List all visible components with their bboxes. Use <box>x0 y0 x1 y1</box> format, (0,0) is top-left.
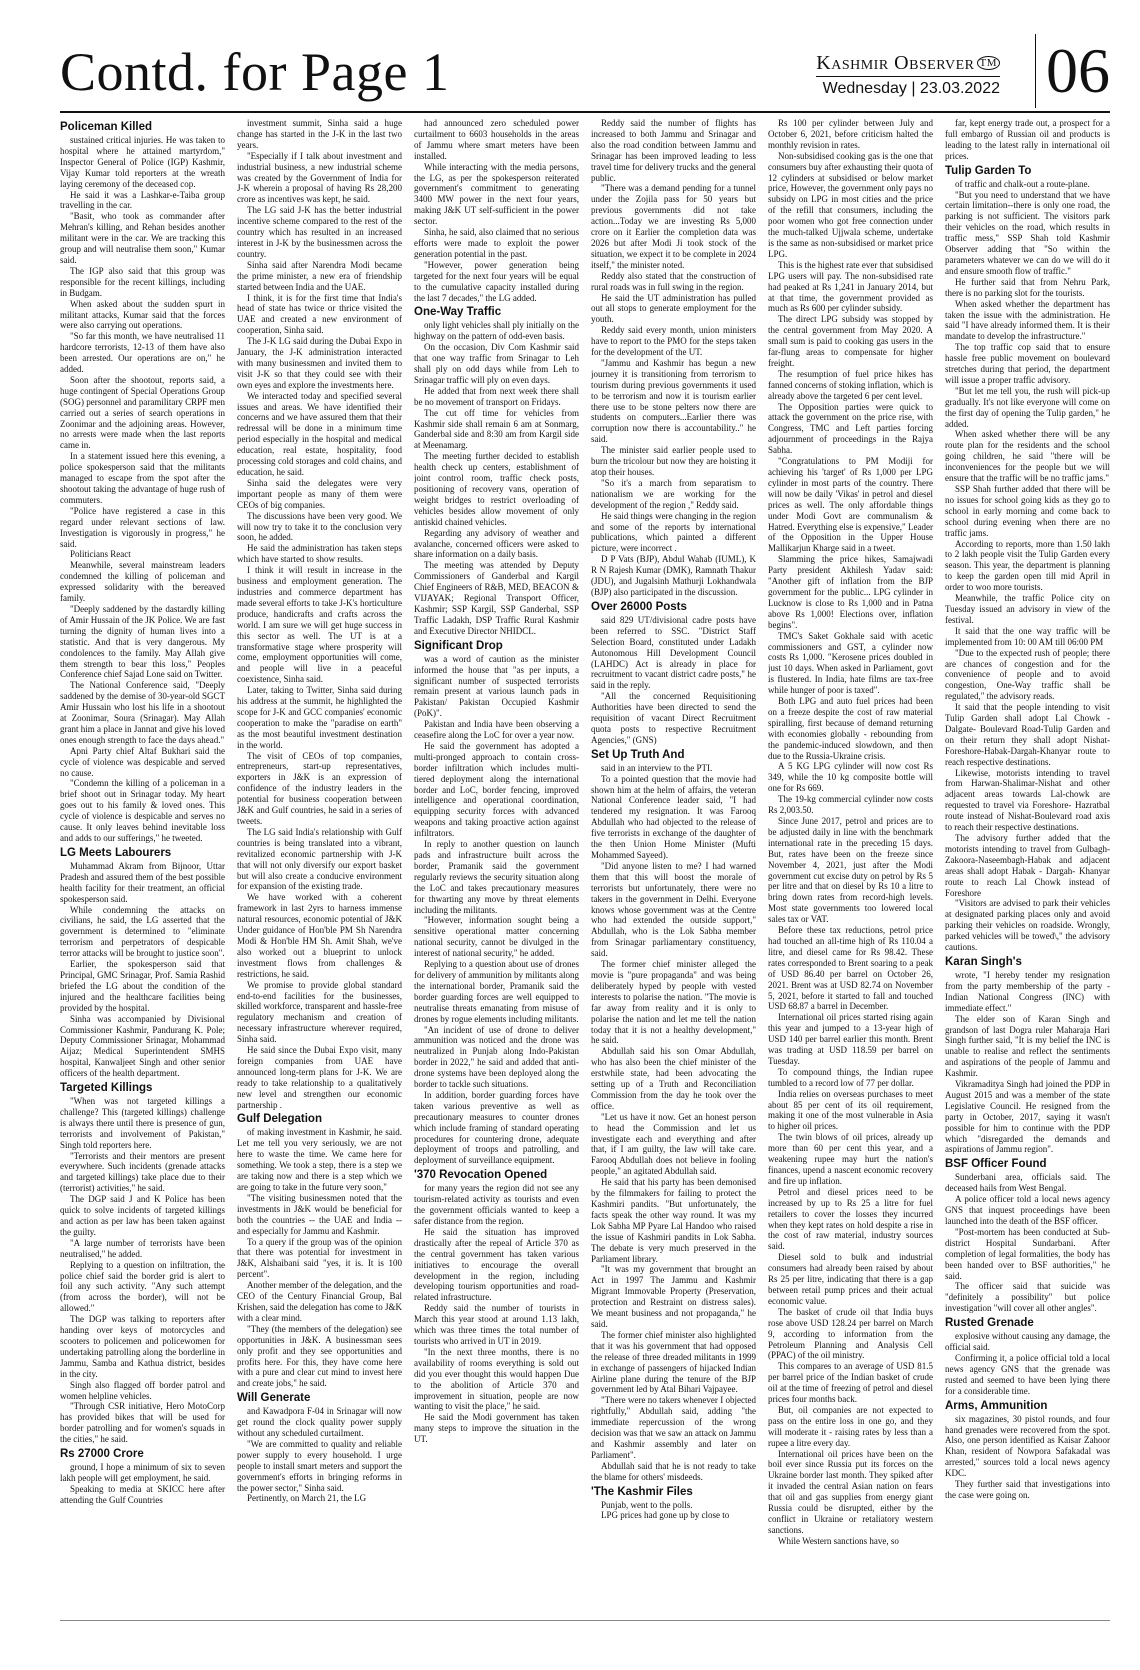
article-paragraph: for many years the region did not see any tourism-related activity as tourists and even the government officials wanted to keep a safer distance from the region. <box>414 1183 579 1226</box>
article-paragraph: "Did anyone listen to me? I had warned them that this will boost the morale of terrorists but unfortunately, there were no takers in the government in Delhi. Everyone knows whose government was at the Centre who had extended the outside support," Abdullah, who is the Lok Sabha member from Srinagar parliamentary constituency, said. <box>591 860 756 959</box>
article-paragraph: LPG prices had gone up by close to <box>601 1510 730 1521</box>
article-paragraph: Vikramaditya Singh had joined the PDP in August 2015 and was a member of the state Legislative Council. He resigned from the party in October, 2017, saying it wasn't possible for him to continue with the PDP which "disregarded the demands and aspirations of Jammu region". <box>945 1079 1110 1155</box>
article-paragraph: He further said that from Nehru Park, there is no parking slot for the tourists. <box>945 276 1110 298</box>
article-paragraph: Earlier, the spokesperson said that Principal, GMC Srinagar, Prof. Samia Rashid briefed the LG about the condition of the injured and the healthcare facilities being provided by the hospital. <box>60 959 225 1013</box>
article-paragraph: had announced zero scheduled power curtailment to 6603 households in the areas of Jammu where smart meters have been installed. <box>414 118 579 161</box>
section-heading: BSF Officer Found <box>945 1158 1047 1171</box>
article-paragraph: The meeting further decided to establish health check up centers, establishment of joint control room, traffic check posts, positioning of recovery vans, operation of weight bridges to restrict overloading of vehicles besides allow movement of only antiskid chained vehicles. <box>414 451 579 527</box>
article-paragraph: "Jammu and Kashmir has begun a new journey it is transitioning from terrorism to tourism during previous governments it used to be terrorism and now it is tourism earlier there use to be stone pelters now there are students on computers...Earlier there was corruption now there is accountability.." he said. <box>591 357 756 445</box>
section-heading: Arms, Ammunition <box>945 1399 1048 1412</box>
column-3 <box>414 118 579 1618</box>
article-paragraph: "When was not targeted killings a challenge? This (targeted killings) challenge is always there until there is presence of gun, terrorists and involvement of Pakistan," Singh told reporters here. <box>60 1096 225 1150</box>
article-paragraph: "So it's a march from separatism to nationalism we are working for the development of the region ," Reddy said. <box>591 477 756 510</box>
article-paragraph: Abdullah said his son Omar Abdullah, who has also been the chief minister of the erstwhile state, had been advocating the setting up of a Truth and Reconciliation Commission from the day he took over the office. <box>591 1046 756 1111</box>
column-5 <box>768 118 933 1618</box>
article-paragraph: "Let us have it now. Get an honest person to head the Commission and let us investigate each and everything and after that, if I am guilty, the law will take care. Farooq Abdullah does not believe in fooling people," an agitated Abdullah said. <box>591 1111 756 1177</box>
header-rule <box>60 111 1110 113</box>
masthead <box>60 35 1110 110</box>
article-paragraph: India relies on overseas purchases to meet about 85 per cent of its oil requirement, making it one of the most vulnerable in Asia to higher oil prices. <box>768 1088 933 1132</box>
article-paragraph: Soon after the shootout, reports said, a huge contingent of Special Operations Group (SOG) personnel and paramilitary CRPF men carried out a series of search operations in Zoonimar and the adjoining areas. However, no arrests were made when the last reports came in. <box>60 374 225 451</box>
article-paragraph: Abdullah said that he is not ready to take the blame for others' misdeeds. <box>591 1460 756 1482</box>
article-paragraph: "But let me tell you, the rush will pick-up gradually. It's not like everyone will come on the first day of opening the Tulip garden," he added. <box>945 385 1110 429</box>
article-paragraph: According to reports, more than 1.50 lakh to 2 lakh people visit the Tulip Garden every season. This year, the department is planning to keep the garden open till mid April in order to woo more tourists. <box>945 538 1110 593</box>
article-paragraph: "An incident of use of drone to deliver ammunition was noticed and the drone was neutralized in Punjab along Indo-Pakistan border in 2022," he said and added that anti-drone systems have been deployed along the border to tackle such situations. <box>414 1024 579 1090</box>
article-paragraph: Speaking to media at SKICC here after attending the Gulf Countries <box>60 1483 225 1505</box>
article-paragraph: "The visiting businessmen noted that the investments in J&K would be beneficial for both the countries -- the UAE and India -- and especially for Jammu and Kashmir. <box>237 1192 402 1236</box>
section-heading: Karan Singh's <box>945 955 1022 968</box>
section-heading: Set Up Truth And <box>591 748 685 761</box>
article-paragraph: Meanwhile, the traffic Police city on Tuesday issued an advisory in view of the festival. <box>945 593 1110 625</box>
article-paragraph: While condemning the attacks on civilians, he said, the LG asserted that the government is determined to "eliminate terrorism and perpetrators of despicable terror attacks will be brought to justice soon". <box>60 904 225 959</box>
article-paragraph: "However, information sought being a sensitive operational matter concerning national security, cannot be divulged in the interest of national security," he added. <box>414 915 579 959</box>
article-paragraph: Later, taking to Twitter, Sinha said during his address at the summit, he highlighted the scope for J-K and GCC companies' economic cooperation to make the "paradise on earth" as the most beautiful investment destination in the world. <box>237 685 402 750</box>
article-paragraph: International oil prices started rising again this year and jumped to a 13-year high of USD 140 per barrel earlier this month. Brent was trading at USD 118.59 per barrel on Tuesday. <box>768 1012 933 1066</box>
article-paragraph: "But you need to understand that we have certain limitation--there is only one road, the parking is not sufficient. The visitors park their vehicles on the road, which results in traffic mess," SSP Shah told Kashmir Observer adding that "So within the parameters whatever we can do we will do it and ensure smooth flow of traffic." <box>945 189 1110 276</box>
article-paragraph: When asked whether there will be any route plan for the residents and the school going children, he said "there will be inconveniences for the people but we will ensure that the traffic will be no traffic jams." <box>945 429 1110 484</box>
article-paragraph: "Deeply saddened by the dastardly killing of Amir Hussain of the JK Police. We are fast turning the dignity of human lives into a statistic. And that is very dangerous. My condolences to the family. May Allah give them strength to bear this loss," Peoples Conference chief Sajad Lone said on Twitter. <box>60 603 225 680</box>
article-paragraph: Replying to a question about use of drones for delivery of ammunition by militants along the international border, Pramanik said the border guarding forces are well equipped to neutralise threats emanating from misuse of drones by rogue elements including militants. <box>414 959 579 1024</box>
article-paragraph: "Condemn the killing of a policeman in a brief shoot out in Srinagar today. My heart goes out to his family & loved ones. This cycle of violence is despicable and serves no cause. It only leaves behind inevitable loss and adds to our sufferings," he tweeted. <box>60 778 225 843</box>
section-heading: Gulf Delegation <box>237 1113 322 1126</box>
column-6 <box>945 118 1110 1618</box>
article-paragraph: The direct LPG subsidy was stopped by the central government from May 2020. A small sum is paid to cooking gas users in the far-flung areas to compensate for higher freight. <box>768 314 933 368</box>
column-4 <box>591 118 756 1618</box>
article-paragraph: When asked whether the department has taken the issue with the administration. He said "I have already informed them. It is their mandate to develop the infrastructure." <box>945 298 1110 342</box>
article-paragraph: The cut off time for vehicles from Kashmir side shall remain 6 am at Sonmarg, Ganderbal side and 8:30 am from Kargil side at Meenamarg. <box>414 407 579 451</box>
article-paragraph: "Especially if I talk about investment and industrial business, a new industrial scheme was created by the Government of India for J-K wherein a proposal of having Rs 28,200 crore as incentives was kept, he said. <box>237 150 402 205</box>
article-paragraph: The former chief minister alleged the movie is "pure propaganda" and was being deliberately hyped by people with vested interests to polarise the nation. "The movie is far away from reality and it is only to polarise the nation and let me tell the nation today that it is not a healthy development," he said. <box>591 959 756 1046</box>
article-paragraph: The 19-kg commercial cylinder now costs Rs 2,003.50. <box>768 794 933 816</box>
article-paragraph: "However, power generation being targeted for the next four years will be equal to the cumulative capacity installed during the last 7 decades," the LG added. <box>414 259 579 303</box>
section-heading: Tulip Garden To <box>945 164 1032 177</box>
article-paragraph: He said the administration has taken steps which have started to show results. <box>237 543 402 565</box>
brand-text: Kashmir Observer <box>816 52 975 74</box>
article-paragraph: The IGP also said that this group was responsible for the recent killings, including in Budgam. <box>60 265 225 298</box>
section-heading: Will Generate <box>237 1392 311 1405</box>
article-paragraph: far, kept energy trade out, a prospect for a full embargo of Russian oil and products is leading to the latest rally in international oil prices. <box>945 118 1110 161</box>
article-paragraph: six magazines, 30 pistol rounds, and four hand grenades were recovered from the spot. Also, one person identified as Kaisar Zahoor Khan, resident of Nowpora Safakadal was arrested," sources told a local news agency KDC. <box>945 1413 1110 1479</box>
article-paragraph: ground, I hope a minimum of six to seven lakh people will get employment, he said. <box>60 1462 225 1483</box>
article-paragraph: Confirming it, a police official told a local news agency GNS that the grenade was rusted and seemed to have been lying there for a considerable time. <box>945 1352 1110 1396</box>
article-paragraph: To a pointed question that the movie had shown him at the helm of affairs, the veteran National Conference leader said, "I had tendered my resignation. It was Farooq Abdullah who had objected to the release of five terrorists in exchange of the daughter of the then Union Home Minister (Mufti Mohammed Sayeed). <box>591 773 756 860</box>
article-paragraph: A 5 KG LPG cylinder will now cost Rs 349, while the 10 kg composite bottle will one for Rs 669. <box>768 761 933 794</box>
footer-rule <box>60 1620 1110 1621</box>
article-paragraph: They further said that investigations into the case were going on. <box>945 1479 1110 1500</box>
article-paragraph: Replying to a question on infiltration, the police chief said the border grid is alert to foil any such activity. "Any such attempt (from across the border), will not be allowed." <box>60 1259 225 1314</box>
article-paragraph: "Basit, who took as commander after Mehran's killing, and Rehan besides another militant were in the car. We are tracking this group and will neutralise them soon," Kumar said. <box>60 211 225 265</box>
article-paragraph: The discussions have been very good. We will now try to take it to the conclusion very soon, he added. <box>237 510 402 543</box>
article-paragraph: It said that the one way traffic will be implemented from 10: 00 AM till 06:00 PM <box>945 625 1110 647</box>
article-paragraph: Non-subsidised cooking gas is the one that consumers buy after exhausting their quota of 12 cylinders at subsidised or below market price, However, the government only pays no subsidy on LPG in most cities and the price of the refill that consumers, including the poor women who got free connection under the much-talked Ujjwala scheme, undertake is the same as non-subsidised or market price LPG. <box>768 150 933 259</box>
article-paragraph: Sinha was accompanied by Divisional Commissioner Kashmir, Pandurang K. Pole; Deputy Commissioner Srinagar, Mohammad Aijaz; Medical Superintendent SMHS hospital, Kanwaljeet Singh and other senior officers of the health department. <box>60 1013 225 1079</box>
article-paragraph: The National Conference said, "Deeply saddened by the demise of 30-year-old SGCT Amir Hussain who lost his life in a shootout at Zoonimar, Soura (Srinagar). May Allah grant him a place in Jannat and give his loved ones enough strength to face the days ahead." <box>60 680 225 745</box>
article-paragraph: The twin blows of oil prices, already up more than 60 per cent this year, and a weakening rupee may hurt the nation's finances, upend a nascent economic recovery and fire up inflation. <box>768 1132 933 1186</box>
section-heading: LG Meets Labourers <box>60 846 172 859</box>
article-paragraph: He added that from next week there shall be no movement of transport on Fridays. <box>414 385 579 407</box>
article-paragraph: On the occasion, Div Com Kashmir said that one way traffic from Srinagar to Leh shall ply on odd days while from Leh to Srinagar traffic will ply on even days. <box>414 342 579 385</box>
article-paragraph: He said things were changing in the region and some of the reports by international publications, which painted a different picture, were incorrect . <box>591 510 756 554</box>
article-paragraph: wrote, "I hereby tender my resignation from the party membership of the party - Indian National Congress (INC) with immediate effect." <box>945 969 1110 1013</box>
article-paragraph: D P Vats (BJP), Abdul Wahab (IUML), K R N Rajesh Kumar (DMK), Ramnath Thakur (JDU), and Jugalsinh Mathurji Lokhandwala (BJP) also participated in the discussion. <box>591 554 756 597</box>
article-paragraph: and Kawadpora F-04 in Srinagar will now get round the clock quality power supply without any scheduled curtailment. <box>237 1406 402 1439</box>
article-paragraph: International oil prices have been on the boil ever since Russia put its forces on the Ukraine border last month. They spiked after it invaded the central Asian nation on fears that oil and gas supplies from energy giant Russia could be disrupted, either by the conflict in Ukraine or retaliatory western sanctions. <box>768 1448 933 1535</box>
article-paragraph: But, oil companies are not expected to pass on the entire loss in one go, and they will moderate it - raising rates by less than a rupee a litre every day. <box>768 1404 933 1448</box>
article-paragraph: While Western sanctions have, so <box>778 1535 899 1546</box>
article-paragraph: He said since the Dubai Expo visit, many foreign companies from UAE have announced long-term plans for J-K. We are ready to take relationship to a qualitatively new level and strengthen our economic partnership . <box>237 1045 402 1110</box>
article-paragraph: Apni Party chief Altaf Bukhari said the cycle of violence was despicable and served no cause. <box>60 745 225 778</box>
article-paragraph: Regarding any advisory of weather and avalanche, concerned officers were asked to share information on a daily basis. <box>414 527 579 560</box>
article-paragraph: Sunderbani area, officials said. The deceased hails from West Bengal. <box>945 1172 1110 1194</box>
article-paragraph: said 829 UT/divisional cadre posts have been referred to SSC. "District Staff Selection Board, constituted under Ladakh Autonomous Hill Development Council (LAHDC) Act is already in place for recruitment to vacant district cadre posts," he said in the reply. <box>591 614 756 691</box>
article-paragraph: He said the situation has improved drastically after the repeal of Article 370 as the central government has taken various initiatives to encourage the overall development in the region, including developing tourism opportunities and road-related infrastructure. <box>414 1226 579 1303</box>
article-paragraph: The basket of crude oil that India buys rose above USD 128.24 per barrel on March 9, according to information from the Petroleum Planning and Analysis Cell (PPAC) of the oil ministry. <box>768 1306 933 1361</box>
article-paragraph: The officer said that suicide was "definitely a possibility" but police investigation "will cover all other angles". <box>945 1281 1110 1314</box>
section-heading: Over 26000 Posts <box>591 600 687 613</box>
section-heading: '370 Revocation Opened <box>414 1169 548 1182</box>
article-paragraph: "In the next three months, there is no availability of rooms everything is sold out did you ever thought this would happen Due to the abolition of Article 370 and improvement in situation, people are now wanting to visit the place," he said. <box>414 1346 579 1412</box>
article-paragraph: Reddy said the number of tourists in March this year stood at around 1.13 lakh, which was three times the total number of tourists who arrived in UT in 2019. <box>414 1303 579 1346</box>
article-paragraph: "Due to the expected rush of people; there are chances of congestion and for the convenience of people and to avoid congestion, One-Way traffic shall be regulated," the advisory reads. <box>945 647 1110 702</box>
article-paragraph: The top traffic cop said that to ensure hassle free public movement on boulevard stretches during that period, the department will issue a proper traffic advisory. <box>945 342 1110 385</box>
article-paragraph: sustained critical injuries. He was taken to hospital where he attained martyrdom," Inspector General of Police (IGP) Kashmir, Vijay Kumar told reporters at the wreath laying ceremony of the deceased cop. <box>60 135 225 189</box>
article-paragraph: "We are committed to quality and reliable power supply to every household. I urge people to install smart meters and support the government's efforts in bringing reforms in the power sector," Sinha said. <box>237 1438 402 1493</box>
article-paragraph: "A large number of terrorists have been neutralised," he added. <box>60 1237 225 1259</box>
article-paragraph: Reddy also stated that the construction of rural roads was in full swing in the region. <box>591 270 756 292</box>
article-paragraph: The former chief minister also highlighted that it was his government that had opposed the release of three dreaded militants in 1999 in exchange of passengers of hijacked Indian Airline plane during the tenure of the BJP government led by Atal Bihari Vajpayee. <box>591 1329 756 1395</box>
page-title: Contd. for Page 1 <box>60 42 450 102</box>
article-paragraph: He said the government has adopted a multi-pronged approach to contain cross-border infiltration which includes multi-tiered deployment along the international border and LoC, border fencing, improved intelligence and operational coordination, equipping security forces with advanced weapons and taking proactive action against infiltrators. <box>414 740 579 839</box>
article-paragraph: This compares to an average of USD 81.5 per barrel price of the Indian basket of crude oil at the time of freezing of petrol and diesel prices four months back. <box>768 1361 933 1405</box>
article-paragraph: "Terrorists and their mentors are present everywhere. Such incidents (grenade attacks and targeted killings) take place due to their (terrorist) activities," he said. <box>60 1150 225 1194</box>
article-paragraph: "Through CSR initiative, Hero MotoCorp has provided bikes that will be used for border patrolling and for women's squads in the cities," he said. <box>60 1401 225 1445</box>
article-paragraph: Sinha said the delegates were very important people as many of them were CEOs of big companies. <box>237 477 402 510</box>
article-paragraph: The visit of CEOs of top companies, entrepreneurs, start-up representatives, exporters in J&K is an expression of confidence of the industry leaders in the potential for business cooperation between J&K and Gulf countries, he said in a series of tweets. <box>237 750 402 826</box>
article-paragraph: Before these tax reductions, petrol price had touched an all-time high of Rs 110.04 a litre, and diesel came for Rs 98.42. These rates corresponded to Brent soaring to a peak of USD 86.40 per barrel on October 26, 2021. Brent was at USD 82.74 on November 5, 2021, before it started to fall and touched USD 68.87 a barrel in December. <box>768 925 933 1012</box>
article-paragraph: He said that his party has been demonised by the filmmakers for failing to protect the Kashmiri pandits. "But unfortunately, the facts speak the other way round. It was my Lok Sabha MP Pyare Lal Handoo who raised the issue of Kashmiri pandits in Lok Sabha. The debate is very much preserved in the Parliament library. <box>591 1177 756 1264</box>
article-paragraph: The J-K LG said during the Dubai Expo in January, the J-K administration interacted with many businessmen and invited them to visit J-K so that they could see with their own eyes and explore the investments here. <box>237 336 402 390</box>
article-paragraph: Meanwhile, several mainstream leaders condemned the killing of policeman and expressed solidarity with the bereaved family. <box>60 560 225 604</box>
article-paragraph: Pertinently, on March 21, the LG <box>247 1493 367 1504</box>
article-paragraph: We interacted today and specified several issues and areas. We have identified their concerns and we have assured them that their redressal will be done in a minimum time period especially in the hospital and medical education, real estate, hospitality, food processing cold storages and cold chains, and education, he said. <box>237 390 402 477</box>
article-paragraph: The elder son of Karan Singh and grandson of last Dogra ruler Maharaja Hari Singh further said, "It is my belief the INC is unable to realise and reflect the sentiments and aspirations of the people of Jammu and Kashmir. <box>945 1013 1110 1079</box>
article-paragraph: Another member of the delegation, and the CEO of the Century Financial Group, Bal Krishen, said the delegation has come to J&K with a clear mind. <box>237 1280 402 1323</box>
article-paragraph: "All the concerned Requisitioning Authorities have been directed to send the requisition of vacant Direct Recruitment quota posts to respective Recruitment Agencies," (GNS) <box>591 691 756 745</box>
article-paragraph: We have worked with a coherent framework in last 2yrs to harness immense natural resources, economic potential of J&K Under guidance of Hon'ble PM Sh Narendra Modi & Hon'ble HM Sh. Amit Shah, we've also worked out a blueprint to unlock investment flows from challenges & restrictions, he said. <box>237 892 402 979</box>
trademark-mark: TM <box>977 56 1001 70</box>
section-heading: 'The Kashmir Files <box>591 1485 693 1498</box>
article-paragraph: A police officer told a local news agency GNS that inquest proceedings have been launched into the death of the BSF officer. <box>945 1194 1110 1226</box>
article-paragraph: Slamming the price hikes, Samajwadi Party president Akhilesh Yadav said: "Another gift of inflation from the BJP government for the public... LPG cylinder in Lucknow is close to Rs 1,000 and in Patna above Rs 1,000! Elections over, inflation begins". <box>768 554 933 630</box>
article-paragraph: In a statement issued here this evening, a police spokesperson said that the militants managed to escape from the spot after the shootout taking the advantage of huge rush of commuters. <box>60 451 225 505</box>
article-paragraph: Singh also flagged off border patrol and women helpline vehicles. <box>60 1379 225 1401</box>
article-paragraph: The resumption of fuel price hikes has fanned concerns of stoking inflation, which is already above the targeted 6 per cent level. <box>768 368 933 401</box>
article-paragraph: only light vehicles shall ply initially on the highway on the pattern of odd-even basis. <box>414 320 579 342</box>
article-paragraph: Both LPG and auto fuel prices had been on a freeze despite the cost of raw material spiralling, first because of demand returning with economies globally - rebounding from the pandemic-induced slowdown, and then due to the Russia-Ukraine crisis. <box>768 696 933 761</box>
section-heading: Significant Drop <box>414 639 503 652</box>
article-paragraph: "Police have registered a case in this regard under relevant sections of law. Investigation is vigorously in progress," he said. <box>60 505 225 549</box>
article-paragraph: This is the highest rate ever that subsidised LPG users will pay. The non-subsidised rate had peaked at Rs 1,241 in January 2014, but at that time, the government provided as much as Rs 600 per cylinder subsidy. <box>768 259 933 314</box>
article-paragraph: Politicians React <box>70 549 131 560</box>
section-heading: Policeman Killed <box>60 121 153 133</box>
article-paragraph: In reply to another question on launch pads and infrastructure built across the border, Pramanik said the government regularly reviews the security situation along the LoC and takes precautionary measures for thwarting any move by threat elements including the militants. <box>414 839 579 915</box>
article-paragraph: The DGP said J and K Police has been quick to solve incidents of targeted killings and action as per law has been taken against the guilty. <box>60 1194 225 1237</box>
article-paragraph: Diesel sold to bulk and industrial consumers had already been raised by about Rs 25 per litre, indicating that there is a gap between retail pump prices and their actual economic value. <box>768 1252 933 1306</box>
article-paragraph: He said it was a Lashkar-e-Taiba group travelling in the car. <box>60 189 225 211</box>
article-paragraph: of making investment in Kashmir, he said. Let me tell you very seriously, we are not here to waste the time. We came here for something. We took a step, there is a step we are taking now and there is a step which we are going to take in the future very soon," <box>237 1127 402 1192</box>
article-paragraph: He said the Modi government has taken many steps to improve the situation in the UT. <box>414 1412 579 1445</box>
column-2 <box>237 118 402 1618</box>
brand-block <box>816 52 1000 99</box>
article-paragraph: Rs 100 per cylinder between July and October 6, 2021, before criticism halted the monthly revision in rates. <box>768 118 933 150</box>
article-paragraph: "Post-mortem has been conducted at Sub-district Hospital Sundarbani. After completion of legal formalities, the body has been handed over to BSF authorities," he said. <box>945 1226 1110 1281</box>
article-paragraph: "They (the members of the delegation) see opportunities in J&K. A businessman sees only profit and they see opportunities and profits here. For this, they have come here with a pure and clear cut mind to invest here and create jobs," he said. <box>237 1323 402 1389</box>
article-paragraph: Punjab, went to the polls. <box>601 1499 693 1510</box>
article-paragraph: "So far this month, we have neutralised 11 hardcore terrorists, 12-13 of them have also been arrested. Our operations are on," he added. <box>60 331 225 375</box>
article-paragraph: The Opposition parties were quick to attack the government on the price rise, with Congress, TMC and Left parties forcing adjournment of proceedings in the Rajya Sabha. <box>768 401 933 456</box>
section-heading: Targeted Killings <box>60 1082 153 1095</box>
section-heading: Rusted Grenade <box>945 1317 1034 1330</box>
article-paragraph: Sinha said after Narendra Modi became the prime minister, a new era of friendship started between India and the UAE. <box>237 259 402 292</box>
brand-divider <box>816 76 1000 77</box>
article-paragraph: Likewise, motorists intending to travel from Harwan-Shalimar-Nishat and other adjacent areas towards Lal-chowk are requested to travel via Foreshore- Hazratbal route instead of Nishat-Boulevard road axis to reach their respective destinations. <box>945 767 1110 833</box>
article-paragraph: investment summit, Sinha said a huge change has started in the J-K in the last two years. <box>237 118 402 150</box>
article-columns <box>60 118 1110 1618</box>
article-paragraph: Reddy said every month, union ministers have to report to the PMO for the steps taken for the development of the UT. <box>591 325 756 358</box>
article-paragraph: The DGP was talking to reporters after handing over keys of motorcycles and scooters to policemen and policewomen for undertaking patrolling along the borderline in Jammu, Samba and Kathua district, besides in the city. <box>60 1314 225 1379</box>
article-paragraph: The LG said India's relationship with Gulf countries is being translated into a vibrant, revitalized economic partnership with J-K that will not only diversify our export basket but will also create a conducive environment for expansion of the existing trade. <box>237 826 402 892</box>
article-paragraph: When asked about the sudden spurt in militant attacks, Kumar said that the forces were also carrying out operations. <box>60 298 225 331</box>
article-paragraph: The LG said J-K has the better industrial incentive scheme compared to the rest of the country which has resulted in an increased interest in J-K by the businessmen across the country. <box>237 205 402 259</box>
article-paragraph: TMC's Saket Gokhale said with acetic commissioners and GST, a cylinder now costs Rs 1,000. "Kerosene prices doubled in just 10 days. When asked in Parliament, govt is flustered. In India, hate films are tax-free while hunger of poor is taxed". <box>768 630 933 696</box>
article-paragraph: was a word of caution as the minister informed the house that "as per inputs, a significant number of suspected terrorists remain present at various launch pads in Pakistan/ Pakistan Occupied Kashmir (PoK)". <box>414 653 579 719</box>
article-paragraph: Pakistan and India have been observing a ceasefire along the LoC for over a year now. <box>414 719 579 741</box>
article-paragraph: explosive without causing any damage, the official said. <box>945 1331 1110 1353</box>
column-1 <box>60 118 225 1618</box>
article-paragraph: Petrol and diesel prices need to be increased by up to Rs 25 a litre for fuel retailers to cover the losses they incurred when they kept rates on hold despite a rise in the cost of raw material, industry sources said. <box>768 1186 933 1252</box>
article-paragraph: "Congratulations to PM Modiji for achieving his 'target' of Rs 1,000 per LPG cylinder in most parts of the country. There will now be daily 'Vikas' in petrol and diesel prices as well. The only affordable things under Modi Govt are communalism & Hatred. Everything else is expensive," Leader of the Opposition in the Upper House Mallikarjun Kharge said in a tweet. <box>768 456 933 554</box>
article-paragraph: of traffic and chalk-out a route-plane. <box>955 178 1090 189</box>
article-paragraph: To compound things, the Indian rupee tumbled to a record low of 77 per dollar. <box>768 1066 933 1088</box>
article-paragraph: I think, it is for the first time that India's head of state has twice or thrice visited the UAE and created a new environment of cooperation, Sinha said. <box>237 292 402 336</box>
section-heading: One-Way Traffic <box>414 306 502 319</box>
article-paragraph: "There were no takers whenever I objected rightfully," Abdullah said, adding "the immediate repercussion of the wrong decision was that we saw an attack on Jammu and Kashmir assembly and later on Parliament". <box>591 1395 756 1460</box>
article-paragraph: said in an interview to the PTI. <box>601 762 713 773</box>
article-paragraph: In addition, border guarding forces have taken various preventive as well as precautionary measures to counter drones which include framing of standard operating procedures for countering drone, adequate deployment of troops and patrolling, and deployment of surveillance equipment. <box>414 1089 579 1166</box>
article-paragraph: I think it will result in increase in the business and employment generation. The industries and commerce department has made several efforts to take J-K's horticulture produce, handicrafts and crafts across the world. I am sure we will get huge success in this sector as well. The UT is at a transformative stage where prosperity will come, employment opportunities will come, and people will live in a peaceful coexistence, Sinha said. <box>237 565 402 685</box>
edition-date: Wednesday | 23.03.2022 <box>822 80 1000 97</box>
article-paragraph: While interacting with the media persons, the LG, as per the spokesperson reiterated government's commitment to generating 3400 MW power in the next four years, making J&K UT self-sufficient in the power sector. <box>414 161 579 227</box>
section-heading: Rs 27000 Crore <box>60 1448 144 1461</box>
article-paragraph: The advisory further added that the motorists intending to travel from Gulbagh-Zakoora-Naseembagh-Habak and adjacent areas shall adopt Habak - Dargah- Khanyar route to reach Lal Chowk instead of Foreshore <box>945 833 1110 898</box>
article-paragraph: Reddy said the number of flights has increased to both Jammu and Srinagar and also the road condition between Jammu and Srinagar has been improved leading to less travel time for delivery trucks and the general public. <box>591 118 756 183</box>
article-paragraph: We promise to provide global standard end-to-end facilities for the businesses, skilled workforce, transparent and hassle-free regulatory mechanism and creation of necessary infrastructure wherever required, Sinha said. <box>237 979 402 1045</box>
article-paragraph: "Visitors are advised to park their vehicles at designated parking places only and avoid parking their vehicles on roadside. Wrongly, parked vehicles will be towed\," the advisory cautions. <box>945 898 1110 953</box>
brand-name <box>816 52 1000 74</box>
article-paragraph: Muhammad Akram from Bijnoor, Uttar Pradesh and assured them of the best possible health facility for their treatment, an official spokesperson said. <box>60 860 225 904</box>
article-paragraph: To a query if the group was of the opinion that there was potential for investment in J&K, Alshaibani said "yes, it is. It is 100 percent". <box>237 1236 402 1280</box>
article-paragraph: The minister said earlier people used to burn the tricolour but now they are hoisting it atop their houses. <box>591 445 756 477</box>
article-paragraph: SSP Shah further added that there will be no issues for school going kids as they go to school in early morning and come back to school during evening when there are no traffic jams. <box>945 484 1110 538</box>
article-paragraph: Sinha, he said, also claimed that no serious efforts were made to exploit the power generation potential in the past. <box>414 227 579 259</box>
article-paragraph: It said that the people intending to visit Tulip Garden shall adopt Lal Chowk -Dalgate- Boulevard Road-Tulip Garden and on their return they shall adopt Nishat-Foreshore-Habak-Dargah-Khanyar route to reach respective destinations. <box>945 702 1110 767</box>
article-paragraph: He said the UT administration has pulled out all stops to generate employment for the youth. <box>591 292 756 325</box>
article-paragraph: Since June 2017, petrol and prices are to be adjusted daily in line with the benchmark international rate in the preceding 15 days. But, rates have been on the freeze since November 4, 2021, just after the Modi government cut excise duty on petrol by Rs 5 per litre and that on diesel by Rs 10 a litre to bring down rates from record-high levels. Most state governments too lowered local sales tax or VAT. <box>768 816 933 925</box>
page-number: 06 <box>1035 34 1110 108</box>
article-paragraph: The meeting was attended by Deputy Commissioners of Ganderbal and Kargil Chief Engineers of R&B, MED, BEACON & VIJAYAK; Regional Transport Officer, Kashmir; SSP Kargil, SSP Ganderbal, SSP Traffic Ladakh, DSP Traffic Rural Kashmir and Executive Director NHIDCL. <box>414 560 579 636</box>
article-paragraph: "There was a demand pending for a tunnel under the Zojila pass for 50 years but previous governments did not take action...Today we are investing Rs 5,000 crore on it Earlier the completion data was 2026 but after Modi Ji took stock of the situation, we expect it to be complete in 2024 itself," the minister noted. <box>591 183 756 270</box>
article-paragraph: "It was my government that brought an Act in 1997 The Jammu and Kashmir Migrant Immovable Property (Preservation, protection and Restraint on distress sales). We meant business and not propaganda," he said. <box>591 1264 756 1329</box>
